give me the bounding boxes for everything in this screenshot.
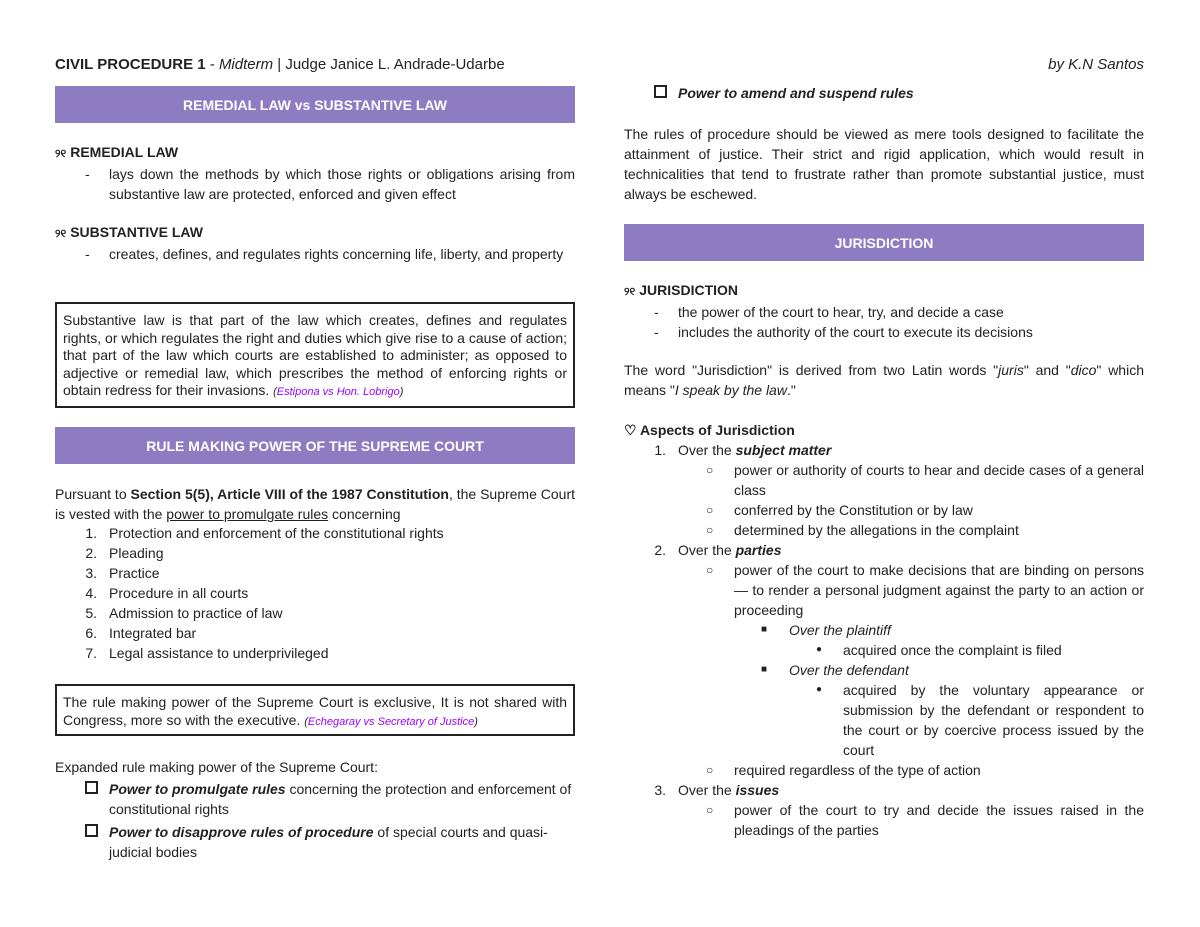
case-citation: Echegaray vs Secretary of Justice <box>307 715 475 728</box>
list-item: 7. Legal assistance to underprivileged <box>85 645 329 661</box>
substantive-law-title: SUBSTANTIVE LAW <box>70 224 203 240</box>
list-item: 1. Protection and enforcement of the constitutional rights <box>85 525 444 541</box>
aspect-name: subject matter <box>735 442 832 458</box>
etymology-text: The word "Jurisdiction" is derived from two Latin words " <box>624 362 999 378</box>
substantive-law-note-box: Substantive law is that part of the law which creates, defines and regulates rights, or which regulates the right and duties which give rise to a cause of action; that part of the law which courts are established to administer; as opposed to adjective or remedial law, which prescribes the method of enforcing rights or obtain redress for their invasions. (Estipona vs Hon. Lobrigo) <box>55 302 575 408</box>
checkbox-icon <box>85 824 98 837</box>
sub-sub-item: ■ Over the defendant <box>761 662 909 678</box>
jurisdiction-definition: the power of the court to hear, try, and decide a case <box>678 304 1004 320</box>
list-item-text: Integrated bar <box>109 625 197 641</box>
case-citation: Estipona vs Hon. Lobrigo <box>276 386 400 398</box>
checklist-item <box>624 83 1144 103</box>
etymology-text: " which means " <box>624 362 1144 398</box>
jurisdiction-section: ୨୧ JURISDICTION - the power of the court to hear, try, and decide a case - includes the authority of the court to execute its decisions <box>624 282 1033 340</box>
substantive-law-definition: creates, defines, and regulates rights concerning life, liberty, and property <box>109 246 564 262</box>
document-header <box>55 55 505 75</box>
detail-item: ● acquired by the voluntary appearance or submission by the defendant or respondent to the court or by coercive process issued by the court <box>816 682 1144 758</box>
expanded-power-list <box>55 779 575 862</box>
expanded-power-title: Power to disapprove rules of procedure <box>109 824 374 840</box>
list-item-text: Protection and enforcement of the constitutional rights <box>109 525 444 541</box>
list-item: 3. Practice <box>85 565 160 581</box>
expanded-intro: Expanded rule making power of the Supreme Court: <box>55 759 378 775</box>
list-item-text: Practice <box>109 565 160 581</box>
aspect-label: Over the <box>678 442 736 458</box>
amend-suspend-title: Power to amend and suspend rules <box>678 85 914 101</box>
sub-item-text: power of the court to make decisions that are binding on persons — to render a personal judgment against the party to an action or proceeding <box>734 562 1144 618</box>
section-bar-remedial-vs-substantive: REMEDIAL LAW vs SUBSTANTIVE LAW <box>55 86 575 123</box>
header-separator: - <box>205 56 219 73</box>
list-item-text: Legal assistance to underprivileged <box>109 645 329 661</box>
latin-word: juris <box>998 362 1024 378</box>
aspect-name: parties <box>735 542 782 558</box>
sub-item-text: determined by the allegations in the complaint <box>734 522 1019 538</box>
substantive-note-text: Substantive law is that part of the law which creates, defines and regulates rights, or which regulates the right and duties which give rise to a cause of action; that part of the law which courts are established to administer; as opposed to adjective or remedial law, which prescribes the method of enforcing rights or obtain redress for their invasions. <box>63 312 567 398</box>
list-item-text: Procedure in all courts <box>109 585 249 601</box>
etymology-paragraph <box>624 360 1144 400</box>
heart-icon: ♡ <box>624 422 637 438</box>
sub-item: ○ required regardless of the type of action <box>706 762 981 778</box>
instructor: | Judge Janice L. Andrade-Udarbe <box>273 56 505 73</box>
list-item-text: Admission to practice of law <box>109 605 283 621</box>
checklist-item <box>55 779 575 819</box>
remedial-law-title: REMEDIAL LAW <box>70 144 179 160</box>
jurisdiction-definition: includes the authority of the court to execute its decisions <box>678 324 1033 340</box>
remedial-law-definition: lays down the methods by which those rights or obligations arising from substantive law are protected, enforced and given effect <box>109 166 575 202</box>
aspect-label: Over the <box>678 542 736 558</box>
sub-item: ○ determined by the allegations in the complaint <box>706 522 1019 538</box>
section-bar-jurisdiction: JURISDICTION <box>624 224 1144 261</box>
substantive-law-section: ୨୧ SUBSTANTIVE LAW - creates, defines, and regulates rights concerning life, liberty, and property <box>55 224 564 262</box>
rules-list <box>55 523 575 663</box>
sub-item-text: conferred by the Constitution or by law <box>734 502 973 518</box>
ribbon-icon: ୨୧ <box>55 148 67 160</box>
section-bar-rule-making: RULE MAKING POWER OF THE SUPREME COURT <box>55 427 575 464</box>
sub-item: ○ power of the court to try and decide the issues raised in the pleadings of the parties <box>706 802 1144 838</box>
defendant-label: Over the defendant <box>789 662 909 678</box>
exclusive-power-note-box: The rule making power of the Supreme Court is exclusive, It is not shared with Congress, more so with the executive. (Echegaray vs Secretary of Justice) <box>55 684 575 736</box>
checkbox-icon <box>654 85 667 98</box>
pursuant-text: Pursuant to <box>55 486 131 502</box>
aspects-title: Aspects of Jurisdiction <box>639 422 795 438</box>
term-label: Midterm <box>218 56 274 73</box>
aspect-item: 2. Over the parties <box>654 542 782 558</box>
checklist-item <box>55 822 575 862</box>
sub-item-text: power or authority of courts to hear and decide cases of a general class <box>734 462 1144 498</box>
amend-paragraph: The rules of procedure should be viewed as mere tools designed to facilitate the attainment of justice. Their strict and rigid application, which would result in technicalities that tend to frustrate rather than promote substantial justice, must always be eschewed. <box>624 126 1144 202</box>
sub-item-text: power of the court to try and decide the issues raised in the pleadings of the parties <box>734 802 1144 838</box>
etymology-text: ." <box>786 382 796 398</box>
remedial-law-section: ୨୧ REMEDIAL LAW - lays down the methods by which those rights or obligations arising from substantive law are protected, enforced and given effect <box>55 144 575 202</box>
aspect-name: issues <box>735 782 780 798</box>
detail-text: acquired once the complaint is filed <box>843 642 1062 658</box>
aspect-item: 1. Over the subject matter <box>654 442 832 458</box>
constitution-reference: Section 5(5), Article VIII of the 1987 Constitution <box>130 486 449 502</box>
sub-sub-item: ■ Over the plaintiff <box>761 622 891 638</box>
list-item: 6. Integrated bar <box>85 625 197 641</box>
pursuant-paragraph <box>55 484 575 524</box>
expanded-power-text: of special courts and quasi-judicial bodies <box>109 824 548 860</box>
list-item: 2. Pleading <box>85 545 164 561</box>
latin-word: dico <box>1070 362 1097 378</box>
etymology-text: " and " <box>1023 362 1071 378</box>
list-item-text: Pleading <box>109 545 164 561</box>
author: by K.N Santos <box>1048 56 1144 73</box>
detail-item: ● acquired once the complaint is filed <box>816 642 1062 658</box>
sub-item: ○ power of the court to make decisions that are binding on persons — to render a personal judgment against the party to an action or proceeding <box>706 562 1144 618</box>
aspect-item: 3. Over the issues <box>654 782 780 798</box>
pursuant-text: , the Supreme Court is vested with the <box>55 486 576 522</box>
sub-item-text: required regardless of the type of action <box>734 762 981 778</box>
aspects-of-jurisdiction <box>624 420 1144 840</box>
checkbox-icon <box>85 781 98 794</box>
sub-item: ○ conferred by the Constitution or by law <box>706 502 973 518</box>
expanded-power-title: Power to promulgate rules <box>109 781 286 797</box>
list-item: 5. Admission to practice of law <box>85 605 283 621</box>
amend-suspend-item <box>624 83 1144 103</box>
list-item: 4. Procedure in all courts <box>85 585 249 601</box>
exclusive-note-text: The rule making power of the Supreme Court is exclusive, It is not shared with Congress, more so with the executive. <box>63 694 567 728</box>
course-title: CIVIL PROCEDURE 1 <box>55 56 206 73</box>
ribbon-icon: ୨୧ <box>624 286 636 298</box>
plaintiff-label: Over the plaintiff <box>789 622 891 638</box>
sub-item: ○ power or authority of courts to hear and decide cases of a general class <box>706 462 1144 498</box>
ribbon-icon: ୨୧ <box>55 228 67 240</box>
power-to-promulgate: power to promulgate rules <box>166 506 329 522</box>
pursuant-text: concerning <box>328 506 401 522</box>
latin-meaning: I speak by the law <box>674 382 787 398</box>
detail-text: acquired by the voluntary appearance or submission by the defendant or respondent to the court or by coercive process issued by the court <box>843 682 1144 758</box>
jurisdiction-title: JURISDICTION <box>639 282 739 298</box>
expanded-power-text: concerning the protection and enforcement of constitutional rights <box>109 781 572 817</box>
aspect-label: Over the <box>678 782 736 798</box>
